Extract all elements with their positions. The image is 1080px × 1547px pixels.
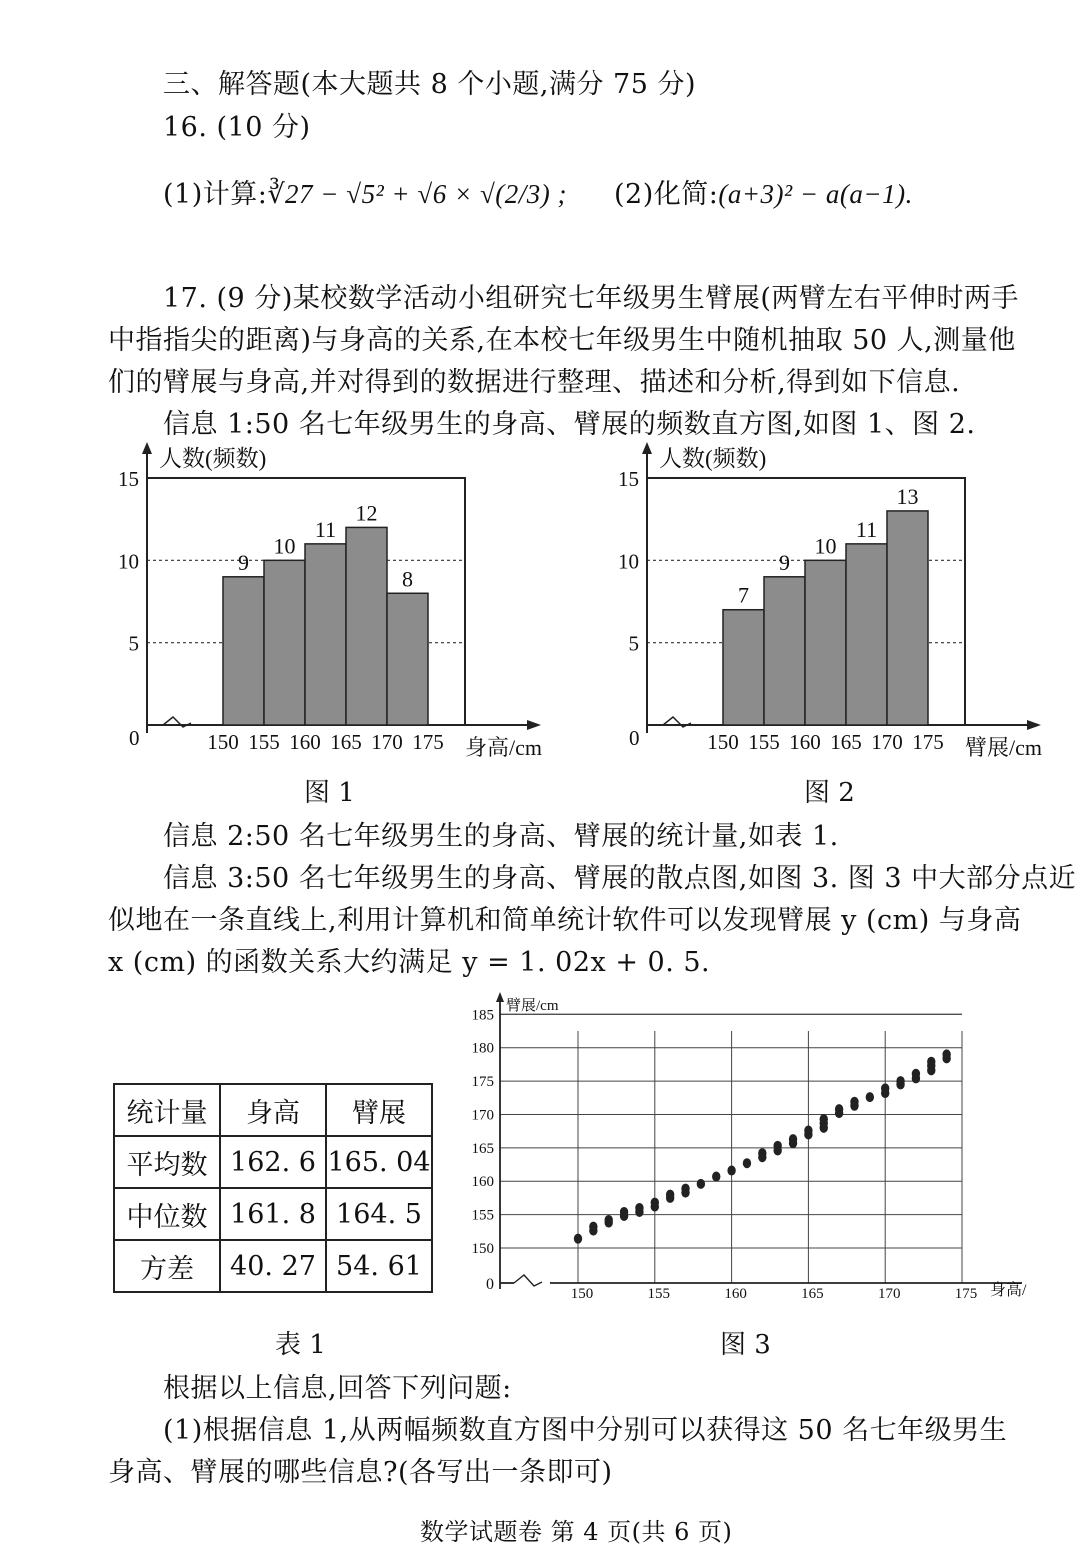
section-title: 三、解答题(本大题共 8 个小题,满分 75 分) — [163, 69, 697, 100]
scatter-point — [942, 1049, 950, 1059]
x-tick-label: 155 — [248, 730, 280, 754]
scatter-point — [620, 1207, 628, 1217]
scatter-point — [804, 1125, 812, 1135]
bar-value-label: 10 — [814, 533, 837, 559]
q17-info3-line2: 似地在一条直线上,利用计算机和简单统计软件可以发现臂展 y (cm) 与身高 — [108, 905, 1022, 936]
y-tick-label: 5 — [628, 631, 639, 656]
histogram-bar — [346, 527, 387, 725]
histogram-bar — [264, 560, 305, 725]
x-tick-label: 165 — [830, 730, 862, 754]
histogram-bar — [887, 511, 928, 725]
q17-info3-line3: x (cm) 的函数关系大约满足 y = 1. 02x + 0. 5. — [108, 947, 711, 978]
q16-part2-label: (2)化简: — [614, 179, 719, 210]
q17-sub1-line2: 身高、臂展的哪些信息?(各写出一条即可) — [108, 1457, 613, 1488]
scatter-point — [912, 1069, 920, 1079]
x-tick-label: 160 — [289, 730, 321, 754]
histogram-bar — [846, 544, 887, 725]
statistics-table — [113, 1083, 433, 1293]
x-axis-label: 身高/cm — [465, 735, 542, 760]
scatter-plot — [460, 990, 1040, 1310]
y-tick-label: 5 — [128, 631, 139, 656]
x-axis-label: 身高/ — [990, 1282, 1027, 1299]
y-tick-label: 165 — [471, 1140, 494, 1157]
x-axis-label: 臂展/cm — [965, 735, 1042, 760]
table-header-cell: 臂展 — [326, 1084, 432, 1136]
bar-value-label: 11 — [314, 516, 337, 542]
scatter-point — [835, 1104, 843, 1114]
table-row — [114, 1136, 432, 1188]
y-axis-label: 人数(频数) — [159, 446, 267, 471]
histogram-bar — [223, 577, 264, 725]
scatter-point — [820, 1114, 828, 1124]
y-tick-label: 10 — [618, 549, 639, 574]
scatter-point — [574, 1234, 582, 1244]
bar-value-label: 9 — [238, 549, 249, 575]
q17-info2: 信息 2:50 名七年级男生的身高、臂展的统计量,如表 1. — [163, 821, 839, 852]
table-cell: 平均数 — [114, 1136, 220, 1188]
scatter-point — [635, 1203, 643, 1213]
table-row — [114, 1188, 432, 1240]
origin-label: 0 — [129, 726, 140, 750]
scatter-point — [743, 1158, 751, 1168]
table-1-caption: 表 1 — [275, 1330, 326, 1360]
x-axis-arrow-icon — [527, 720, 541, 730]
scatter-point — [712, 1172, 720, 1182]
x-tick-label: 170 — [871, 730, 903, 754]
table-row — [114, 1240, 432, 1292]
y-tick-label: 10 — [118, 549, 139, 574]
bar-value-label: 12 — [355, 500, 378, 526]
x-tick-label: 150 — [570, 1286, 594, 1302]
scatter-point — [727, 1166, 735, 1176]
y-tick-label: 170 — [471, 1107, 494, 1124]
x-tick-label: 175 — [912, 730, 944, 754]
x-tick-label: 170 — [877, 1286, 901, 1302]
y-tick-label: 175 — [471, 1074, 494, 1091]
bar-value-label: 11 — [855, 516, 878, 542]
y-axis-arrow-icon — [642, 442, 652, 454]
histogram-armspan — [605, 440, 1065, 760]
x-tick-label: 175 — [412, 730, 444, 754]
axis-break-icon — [514, 1275, 542, 1286]
table-header-cell: 身高 — [220, 1084, 326, 1136]
x-tick-label: 160 — [789, 730, 821, 754]
y-tick-label: 155 — [471, 1207, 494, 1224]
origin-label: 0 — [629, 726, 640, 750]
y-axis-label: 臂展/cm — [506, 998, 559, 1014]
q17-intro-line1: 17. (9 分)某校数学活动小组研究七年级男生臂展(两臂左右平伸时两手 — [163, 283, 1019, 314]
scatter-point — [697, 1179, 705, 1189]
origin-label: 0 — [486, 1276, 494, 1293]
histogram-bar — [764, 577, 805, 725]
figure-1-caption: 图 1 — [304, 778, 355, 808]
scatter-point — [850, 1097, 858, 1107]
x-tick-label: 160 — [724, 1286, 747, 1302]
q17-sub1-line1: (1)根据信息 1,从两幅频数直方图中分别可以获得这 50 名七年级男生 — [163, 1415, 1008, 1446]
scatter-point — [605, 1215, 613, 1225]
histogram-height — [105, 440, 565, 760]
histogram-bar — [305, 544, 346, 725]
table-header-cell: 统计量 — [114, 1084, 220, 1136]
q17-intro-line2: 中指指尖的距离)与身高的关系,在本校七年级男生中随机抽取 50 人,测量他 — [108, 325, 1016, 356]
y-axis-label: 人数(频数) — [659, 446, 767, 471]
y-tick-label: 150 — [471, 1241, 494, 1257]
x-tick-label: 165 — [801, 1286, 824, 1302]
q16-part2 — [614, 172, 913, 211]
x-tick-label: 170 — [371, 730, 403, 754]
x-tick-label: 155 — [647, 1286, 671, 1302]
table-cell: 162. 6 — [220, 1136, 326, 1188]
bar-value-label: 13 — [896, 483, 919, 509]
q17-info3-line1: 信息 3:50 名七年级男生的身高、臂展的散点图,如图 3. 图 3 中大部分点近 — [163, 863, 1077, 894]
table-cell: 中位数 — [114, 1188, 220, 1240]
scatter-point — [681, 1184, 689, 1194]
table-cell: 161. 8 — [220, 1188, 326, 1240]
page-footer: 数学试题卷 第 4 页(共 6 页) — [420, 1518, 733, 1546]
figure-3-caption: 图 3 — [720, 1330, 771, 1360]
table-cell: 165. 04 — [326, 1136, 432, 1188]
histogram-bar — [805, 560, 846, 725]
q17-intro-line3: 们的臂展与身高,并对得到的数据进行整理、描述和分析,得到如下信息. — [108, 367, 961, 398]
q17-info1: 信息 1:50 名七年级男生的身高、臂展的频数直方图,如图 1、图 2. — [163, 409, 976, 440]
q16-part1 — [163, 172, 567, 211]
scatter-point — [589, 1222, 597, 1232]
scatter-point — [666, 1190, 674, 1200]
table-cell: 方差 — [114, 1240, 220, 1292]
histogram-bar — [723, 610, 764, 725]
scatter-point — [789, 1134, 797, 1144]
scatter-point — [651, 1198, 659, 1208]
x-tick-label: 150 — [207, 730, 239, 754]
bar-value-label: 9 — [779, 549, 790, 575]
scatter-point — [866, 1092, 874, 1102]
scatter-point — [758, 1148, 766, 1158]
x-tick-label: 150 — [707, 730, 739, 754]
x-tick-label: 155 — [748, 730, 780, 754]
y-axis-arrow-icon — [496, 992, 504, 1002]
y-axis-arrow-icon — [142, 442, 152, 454]
histogram-bar — [387, 593, 428, 725]
table-cell: 164. 5 — [326, 1188, 432, 1240]
y-tick-label: 185 — [471, 1007, 494, 1024]
scatter-point — [927, 1057, 935, 1067]
q16-part2-expression: (a+3)² − a(a−1). — [718, 179, 913, 209]
x-tick-label: 175 — [954, 1286, 978, 1302]
q16-part1-label: (1)计算: — [163, 179, 268, 210]
figure-2-caption: 图 2 — [804, 778, 855, 808]
bar-value-label: 10 — [273, 533, 296, 559]
x-axis-arrow-icon — [1027, 720, 1041, 730]
y-tick-label: 160 — [471, 1174, 494, 1191]
scatter-point — [773, 1141, 781, 1151]
y-tick-label: 15 — [118, 467, 139, 491]
bar-value-label: 8 — [402, 566, 413, 592]
table-cell: 54. 61 — [326, 1240, 432, 1292]
y-tick-label: 15 — [618, 467, 639, 491]
table-cell: 40. 27 — [220, 1240, 326, 1292]
question-16-header: 16. (10 分) — [163, 112, 311, 143]
bar-value-label: 7 — [738, 582, 749, 608]
x-tick-label: 165 — [330, 730, 362, 754]
q17-prompt: 根据以上信息,回答下列问题: — [163, 1373, 512, 1404]
y-tick-label: 180 — [471, 1040, 494, 1057]
q16-part1-expression: ∛27 − √5² + √6 × √(2/3) ; — [267, 179, 567, 209]
scatter-point — [896, 1076, 904, 1086]
scatter-point — [881, 1083, 889, 1093]
table-header-row — [114, 1084, 432, 1136]
